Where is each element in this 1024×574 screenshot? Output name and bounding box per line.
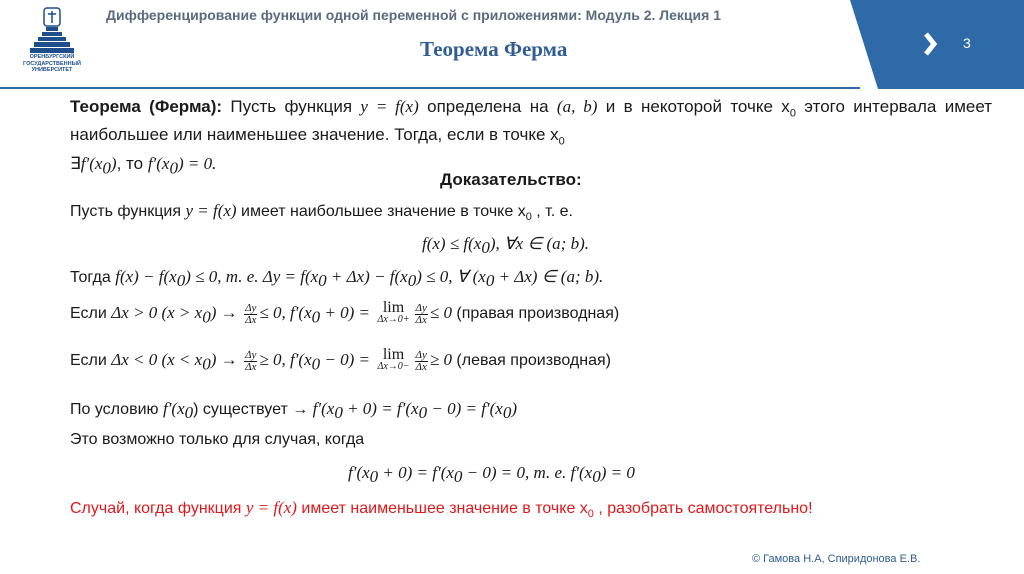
corner-banner — [850, 0, 1024, 89]
subscript: 0 — [485, 271, 495, 291]
subscript: 0 — [334, 403, 343, 423]
lim-subscript: Δx→0− — [377, 361, 410, 372]
formula: (a, b) — [556, 97, 598, 116]
formula: f′(x — [80, 153, 103, 173]
formula: f(x) ≤ f(x — [422, 234, 482, 253]
formula: + Δx) − f(x — [326, 267, 408, 286]
subscript: 0 — [184, 403, 194, 423]
formula: ) = 0. — [177, 153, 217, 173]
formula: − 0) = 0, т. е. f′(x — [462, 463, 593, 482]
formula: ) — [110, 153, 117, 173]
subscript: 0 — [202, 354, 211, 374]
proof-line-9 — [70, 497, 813, 525]
formula: f′(x — [348, 463, 370, 482]
slide-title: Теорема Ферма — [420, 37, 568, 61]
proof-line-3 — [70, 266, 603, 292]
subscript: 0 — [311, 307, 321, 327]
subscript: 0 — [587, 508, 594, 521]
fraction — [415, 350, 428, 373]
proof-line-5 — [70, 346, 611, 375]
formula: ≥ 0 — [429, 350, 452, 370]
text: Тогда — [70, 269, 116, 286]
proof-title: Доказательство: — [440, 170, 582, 189]
text: ) существует → — [193, 401, 313, 418]
numerator: Δy — [245, 301, 257, 314]
subscript: 0 — [169, 158, 178, 178]
text: имеет наибольшее значение в точке x — [236, 203, 526, 220]
text: (левая производная) — [451, 352, 611, 370]
formula: f′(x — [147, 153, 170, 173]
formula: ) = 0 — [600, 463, 635, 482]
text: имеет наименьшее значение в точке x — [296, 500, 588, 517]
theorem-statement — [70, 96, 992, 178]
text: По условию — [70, 401, 163, 418]
numerator: Δy — [415, 348, 427, 361]
theorem-text: определена на — [418, 97, 557, 116]
denominator: Δx — [415, 360, 427, 373]
formula: − 0) = — [320, 350, 370, 370]
subscript: 0 — [525, 211, 532, 224]
text: , т. е. — [531, 203, 573, 220]
denominator: Δx — [245, 360, 257, 373]
page-number: 3 — [963, 35, 971, 51]
subscript: 0 — [407, 271, 417, 291]
formula: + 0) = f′(x — [342, 399, 419, 418]
theorem-text: этого интервала имеет наибольшее или наименьшее значение. Тогда, если в точке x — [70, 97, 993, 145]
formula: + 0) = f′(x — [378, 463, 454, 482]
subscript: 0 — [502, 403, 512, 423]
theorem-text: , то — [116, 153, 148, 173]
formula: + Δx) ∈ (a; b). — [494, 267, 604, 286]
formula: − 0) = f′(x — [427, 399, 503, 418]
formula: f′(x — [162, 399, 185, 418]
theorem-text: и в некоторой точке x — [597, 97, 790, 116]
subscript: 0 — [481, 238, 490, 258]
formula: f′(x — [312, 399, 335, 418]
fraction — [244, 303, 257, 326]
proof-line-1 — [70, 200, 573, 228]
formula: y = f(x) — [245, 498, 297, 517]
fraction — [415, 303, 428, 326]
text: Пусть функция — [70, 203, 186, 220]
text: Если — [70, 305, 112, 323]
formula: ≤ 0 — [429, 303, 452, 323]
course-title: Дифференцирование функции одной переменной с приложениями: Модуль 2. Лекция 1 — [106, 7, 721, 23]
proof-line-7: Это возможно только для случая, когда — [70, 431, 365, 448]
formula: ) → — [210, 303, 238, 323]
formula: y = f(x) — [185, 201, 237, 220]
lim-word: lim — [382, 299, 405, 316]
slide-header — [0, 0, 1024, 88]
formula: ≥ 0, f′(x — [259, 350, 312, 370]
text: , разобрать самостоятельно! — [593, 500, 813, 517]
proof-line-2 — [422, 233, 589, 259]
formula: Δx < 0 (x < x — [111, 350, 203, 370]
text: Если — [70, 352, 112, 370]
formula: Δx > 0 (x > x — [111, 303, 203, 323]
subscript: 0 — [453, 467, 463, 487]
subscript: 0 — [318, 271, 327, 291]
formula: ) ≤ 0, т. е. Δy = f(x — [185, 267, 319, 286]
proof-line-4 — [70, 299, 620, 328]
proof-line-8 — [348, 462, 635, 488]
text: (правая производная) — [451, 305, 620, 323]
subscript: 0 — [202, 307, 211, 327]
subscript: 0 — [789, 107, 796, 120]
formula: ) — [511, 399, 518, 418]
text: Случай, когда функция — [70, 500, 246, 517]
formula: y = f(x) — [360, 97, 419, 116]
formula: ≤ 0, f′(x — [259, 303, 312, 323]
numerator: Δy — [245, 348, 257, 361]
subscript: 0 — [558, 135, 565, 148]
footer-copyright: © Гамова Н.А, Спиридонова Е.В. — [752, 553, 921, 565]
denominator: Δx — [415, 313, 427, 326]
formula: ) → — [210, 350, 238, 370]
denominator: Δx — [245, 313, 257, 326]
formula: + 0) = — [320, 303, 370, 323]
subscript: 0 — [176, 271, 186, 291]
subscript: 0 — [369, 467, 379, 487]
logo-caption: ОРЕНБУРГСКИЙ ГОСУДАРСТВЕННЫЙ УНИВЕРСИТЕТ — [23, 54, 81, 73]
subscript: 0 — [418, 403, 428, 423]
proof-line-6 — [70, 398, 517, 424]
subscript: 0 — [592, 467, 601, 487]
subscript: 0 — [311, 354, 321, 374]
formula: f(x) − f(x — [115, 267, 177, 286]
lim-subscript: Δx→0+ — [377, 314, 410, 325]
subscript: 0 — [102, 158, 111, 178]
header-divider — [0, 87, 860, 89]
limit — [377, 346, 410, 373]
fraction — [244, 350, 257, 373]
formula: ), ∀x ∈ (a; b). — [489, 234, 589, 253]
numerator: Δy — [415, 301, 427, 314]
theorem-text: Пусть функция — [222, 97, 361, 116]
formula: ) ≤ 0, ∀ (x — [416, 267, 486, 286]
theorem-text: ∃ — [70, 153, 81, 173]
lim-word: lim — [382, 346, 405, 363]
limit — [377, 299, 410, 326]
theorem-label: Теорема (Ферма): — [70, 97, 223, 116]
